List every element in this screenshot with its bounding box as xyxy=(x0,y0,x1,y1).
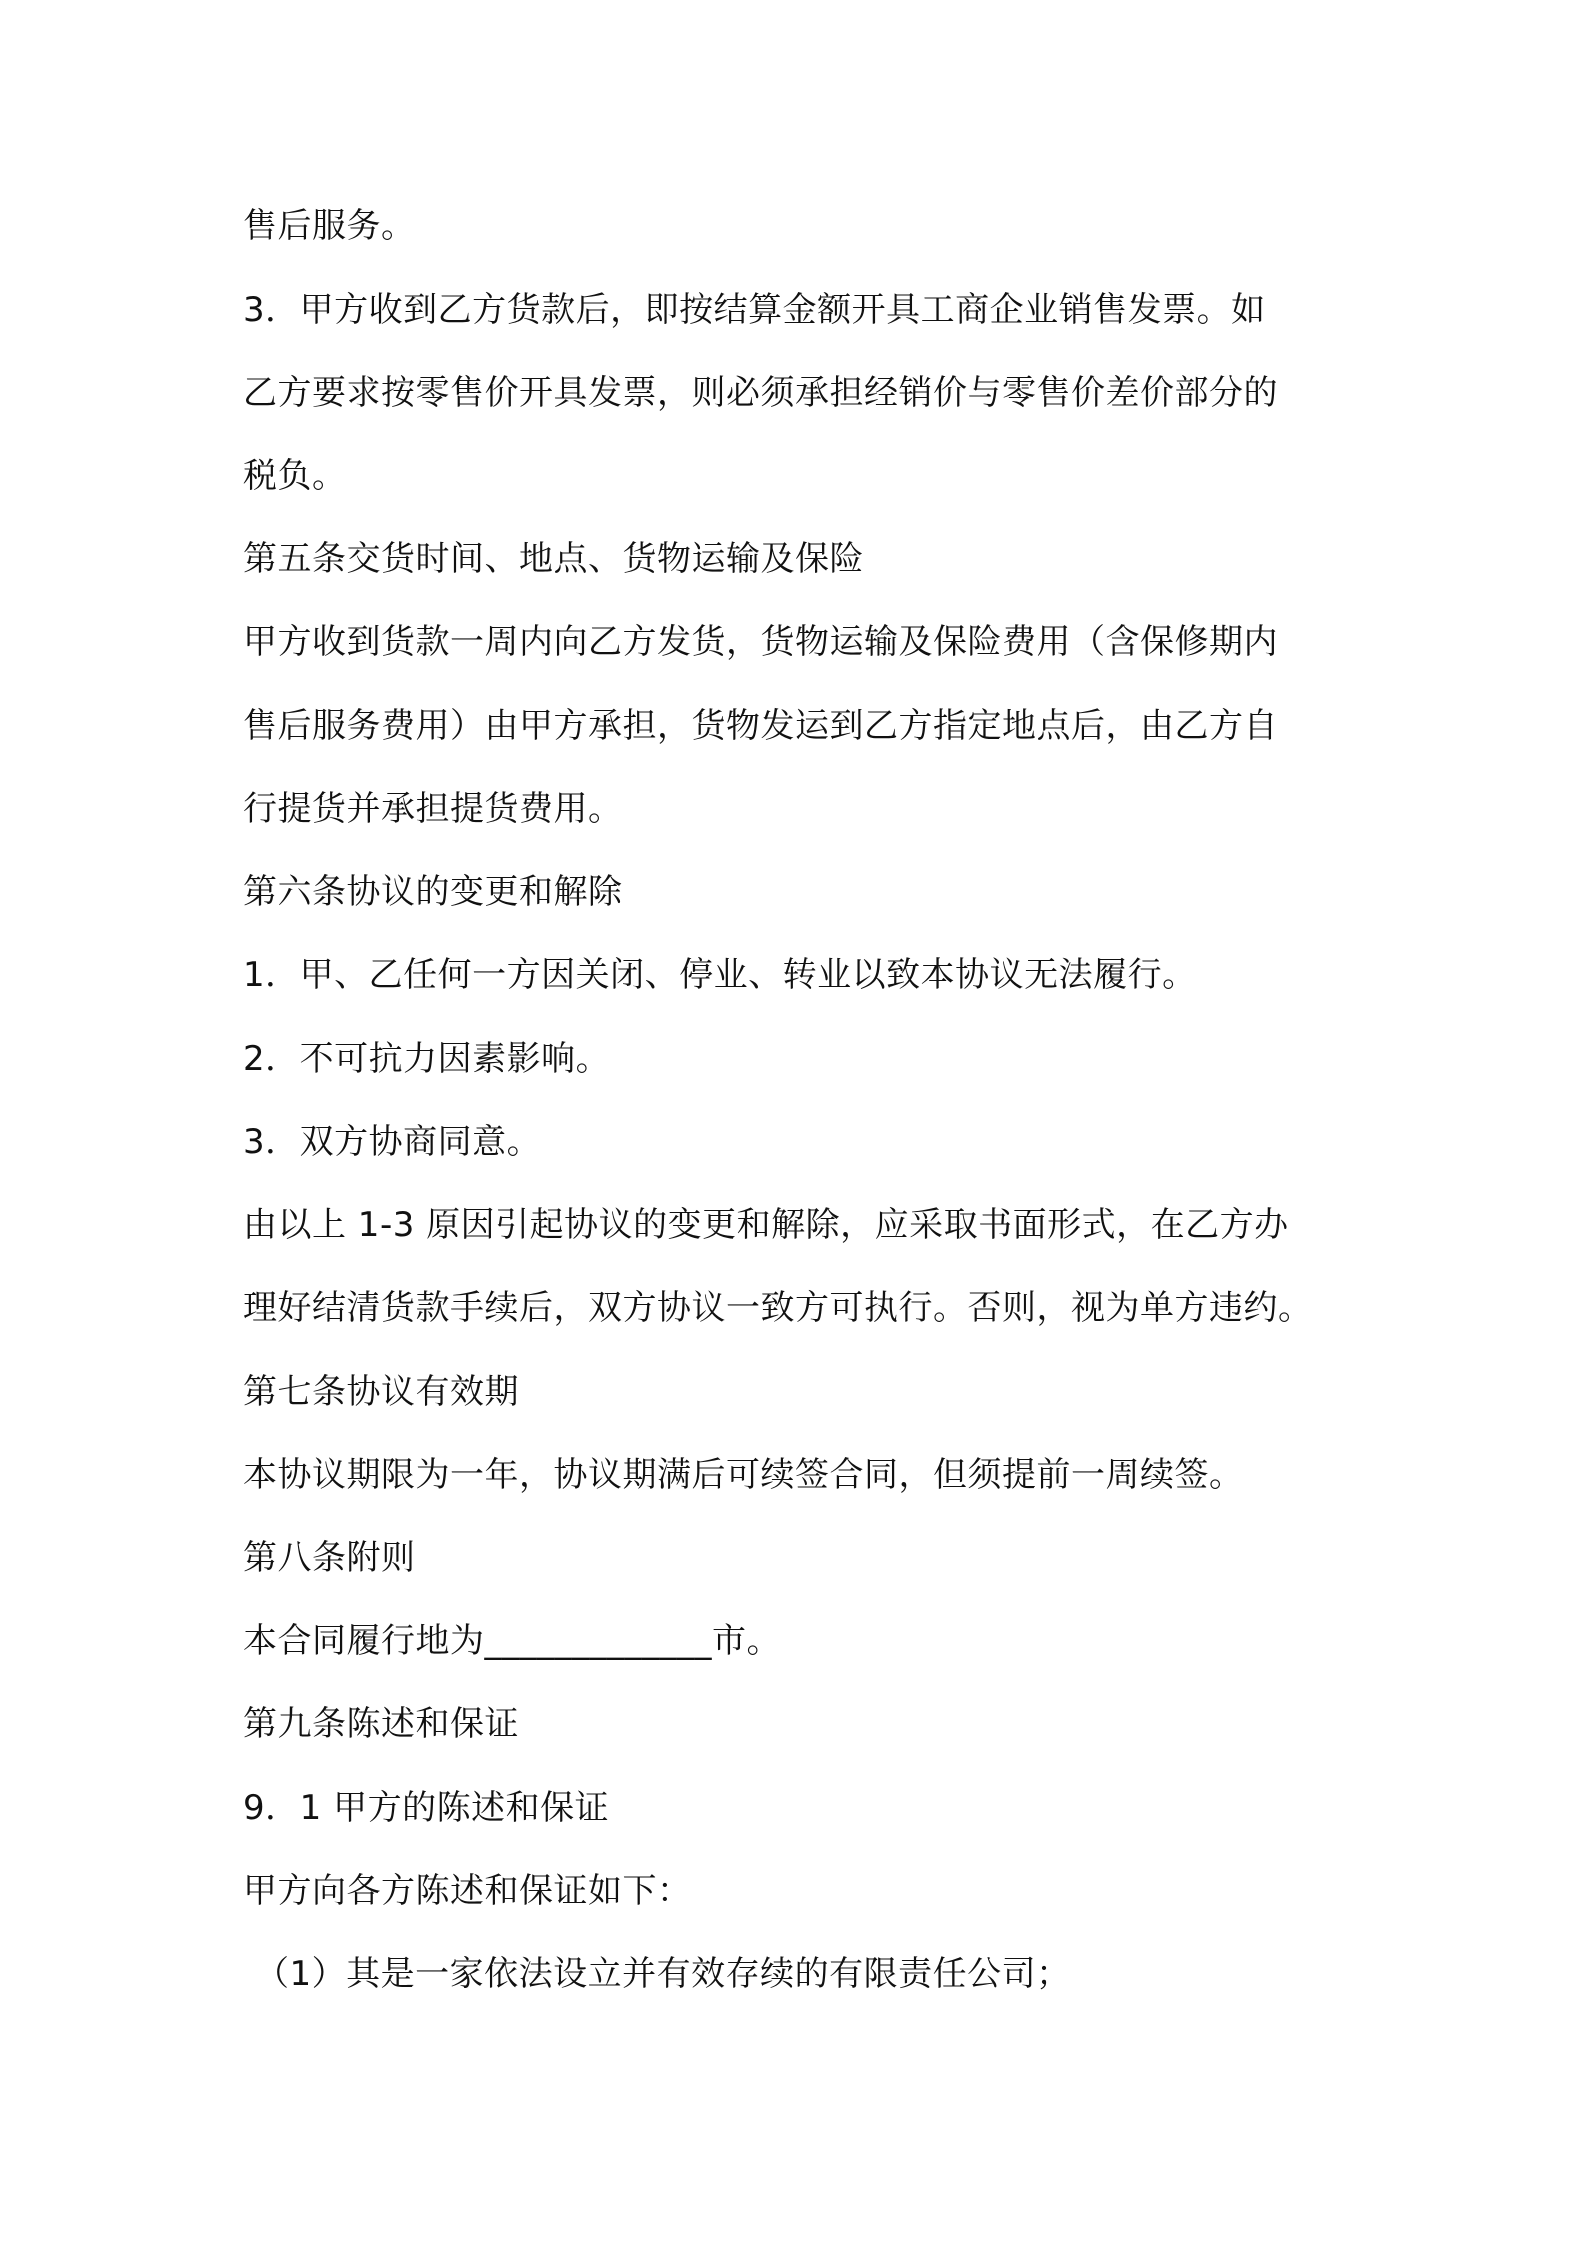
section-heading: 第九条陈述和保证 xyxy=(243,1704,519,1744)
list-item: 3．双方协商同意。 xyxy=(243,1122,542,1162)
text-line: 本合同履行地为_____________市。 xyxy=(243,1621,781,1661)
list-item: 1．甲、乙任何一方因关闭、停业、转业以致本协议无法履行。 xyxy=(243,955,1197,995)
list-item: 2．不可抗力因素影响。 xyxy=(243,1039,611,1079)
text-line: 本协议期限为一年，协议期满后可续签合同，但须提前一周续签。 xyxy=(243,1455,1244,1495)
text-line: 理好结清货款手续后，双方协议一致方可执行。否则，视为单方违约。 xyxy=(243,1288,1313,1328)
text-line: 甲方向各方陈述和保证如下： xyxy=(243,1871,692,1911)
section-heading: 第五条交货时间、地点、货物运输及保险 xyxy=(243,539,864,579)
list-item: （1）其是一家依法设立并有效存续的有限责任公司； xyxy=(255,1954,1071,1994)
section-heading: 第八条附则 xyxy=(243,1538,416,1578)
text-line: 甲方收到货款一周内向乙方发货，货物运输及保险费用（含保修期内 xyxy=(243,622,1278,662)
text-line: 售后服务。 xyxy=(243,206,416,246)
text-line: 税负。 xyxy=(243,456,347,496)
section-heading: 第六条协议的变更和解除 xyxy=(243,872,623,912)
text-line: 乙方要求按零售价开具发票，则必须承担经销价与零售价差价部分的 xyxy=(243,373,1278,413)
text-line: 由以上 1-3 原因引起协议的变更和解除，应采取书面形式，在乙方办 xyxy=(243,1205,1289,1245)
text-line: 3．甲方收到乙方货款后，即按结算金额开具工商企业销售发票。如 xyxy=(243,290,1266,330)
subsection-heading: 9．1 甲方的陈述和保证 xyxy=(243,1788,610,1828)
section-heading: 第七条协议有效期 xyxy=(243,1372,519,1412)
text-line: 行提货并承担提货费用。 xyxy=(243,789,623,829)
text-line: 售后服务费用）由甲方承担，货物发运到乙方指定地点后，由乙方自 xyxy=(243,706,1278,746)
